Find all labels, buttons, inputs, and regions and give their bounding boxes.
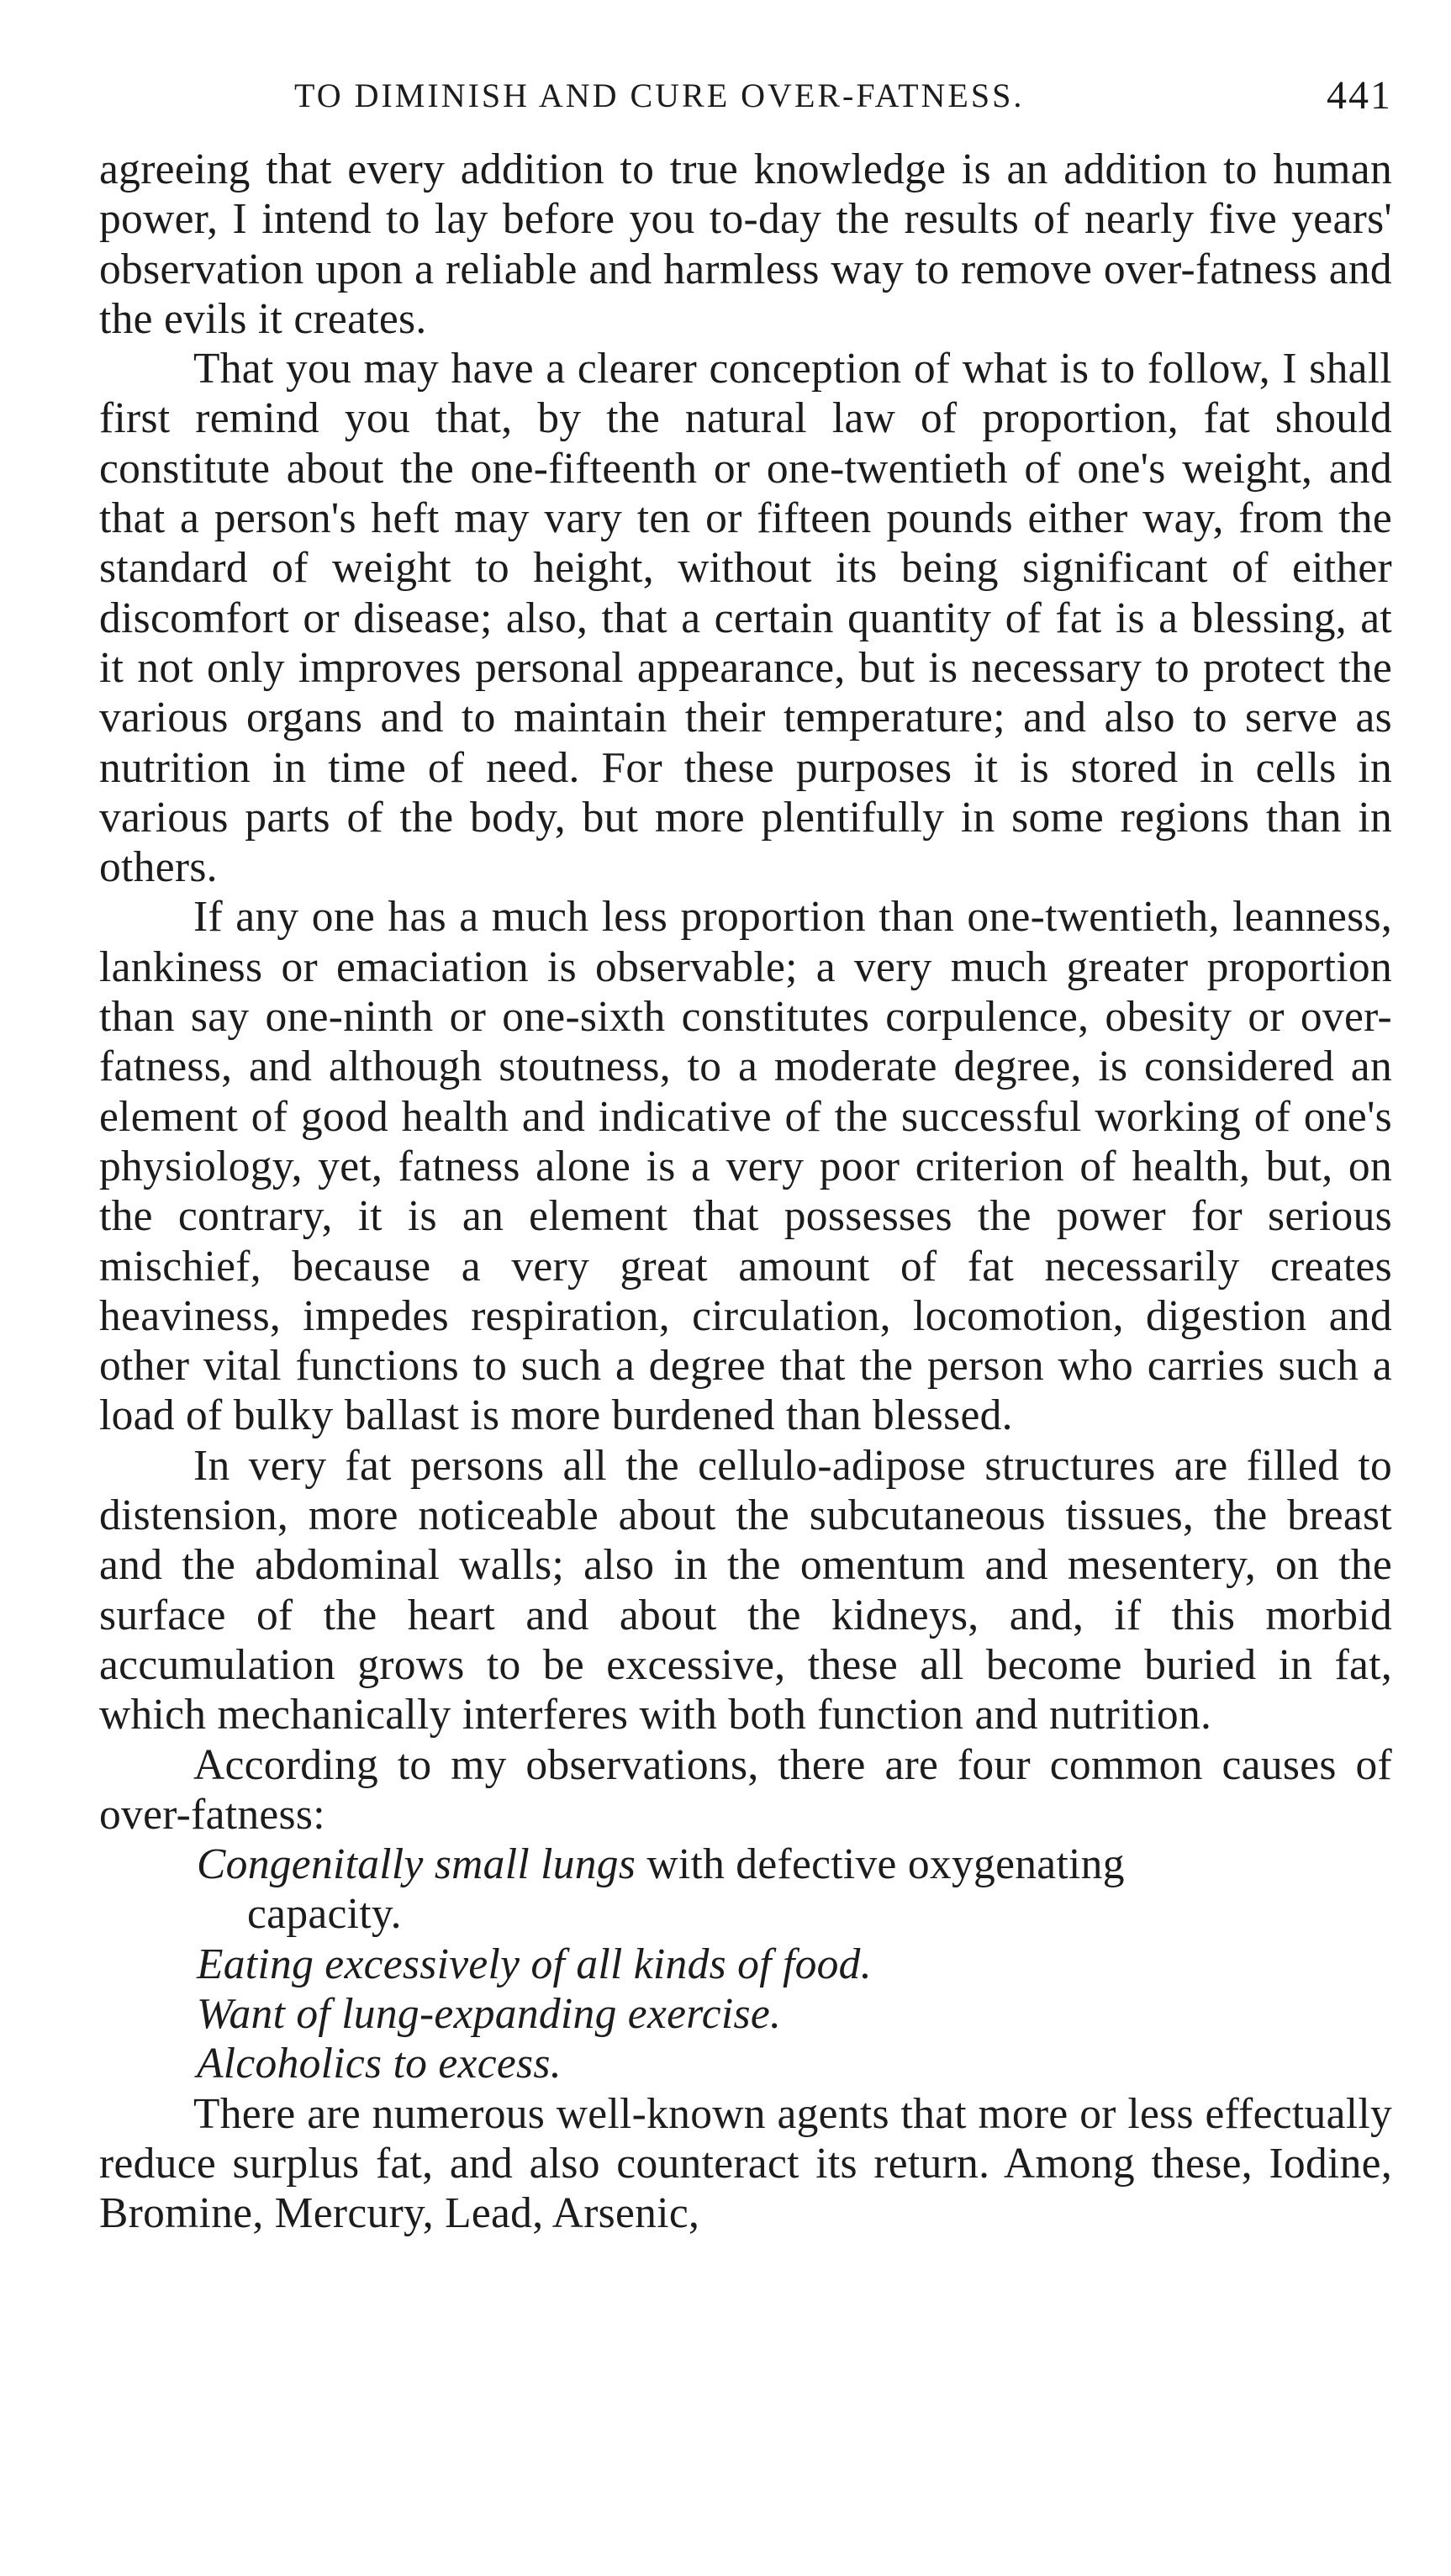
page-header — [99, 61, 1392, 145]
cause-item-alcoholics: Alcoholics to excess. — [197, 2040, 562, 2088]
paragraph-3: If any one has a much less proportion than one-twentieth, leanness, lankiness or emaciation is observable; a very much greater proportion than say one-ninth or one-sixth constitutes corpulence, obesity or over-fatness, and although stoutness, to a moderate degree, is considered an element of good health and indicative of the successful working of one's physiology, yet, fatness alone is a very poor criterion of health, but, on the contrary, it is an element that possesses the power for serious mischief, because a very great amount of fat necessarily creates heaviness, impedes respiration, circulation, locomotion, digestion and other vital functions to such a degree that the person who carries such a load of bulky ballast is more burdened than blessed. — [99, 893, 1392, 1440]
cause-item-exercise — [99, 1989, 1392, 2039]
cause-item-eating: Eating excessively of all kinds of food. — [197, 1940, 872, 1988]
running-head: TO DIMINISH AND CURE OVER-FATNESS. — [294, 77, 1025, 114]
cause-item-3-rest: exercise. — [616, 1989, 782, 2038]
body-text — [99, 145, 1392, 2238]
cause-item-3-italic: Want of lung-expanding — [197, 1989, 617, 2038]
paragraph-6: There are numerous well-known agents that more or less effectually reduce surplus fat, and also counteract its return. Among these, Iodine, Bromine, Mercury, Lead, Arsenic, — [99, 2089, 1392, 2238]
cause-item-1-continuation: capacity. — [247, 1890, 402, 1939]
cause-item-1-italic: Congenitally small lungs — [197, 1840, 636, 1889]
paragraph-1: agreeing that every addition to true knowledge is an addition to human power, I intend to lay before you to-day the results of nearly five years' observation upon a reliable and harmless way to remove over-fatness and the evils it creates. — [99, 145, 1392, 343]
page-number: 441 — [1327, 73, 1392, 118]
cause-item-small-lungs — [99, 1840, 1392, 1940]
cause-item-1-rest: with defective oxygenating — [636, 1840, 1125, 1889]
paragraph-4: In very fat persons all the cellulo-adipose structures are filled to distension, more noticeable about the subcutaneous tissues, the breast and the abdominal walls; also in the omentum and mesentery, on the surface of the heart and about the kidneys, and, if this morbid accumulation grows to be excessive, these all become buried in fat, which mechanically interferes with both function and nutrition. — [99, 1441, 1392, 1739]
book-page — [99, 61, 1392, 2238]
paragraph-5: According to my observations, there are four common causes of over-fatness: — [99, 1740, 1392, 1839]
causes-list — [99, 1840, 1392, 2088]
paragraph-2: That you may have a clearer conception of what is to follow, I shall first remind you that, by the natural law of proportion, fat should constitute about the one-fifteenth or one-twentieth of one's weight, and that a person's heft may vary ten or fifteen pounds either way, from the standard of weight to height, without its being significant of either discomfort or disease; also, that a certain quantity of fat is a blessing, at it not only improves personal appearance, but is necessary to protect the various organs and to maintain their temperature; and also to serve as nutrition in time of need. For these purposes it is stored in cells in various parts of the body, but more plentifully in some regions than in others. — [99, 345, 1392, 892]
